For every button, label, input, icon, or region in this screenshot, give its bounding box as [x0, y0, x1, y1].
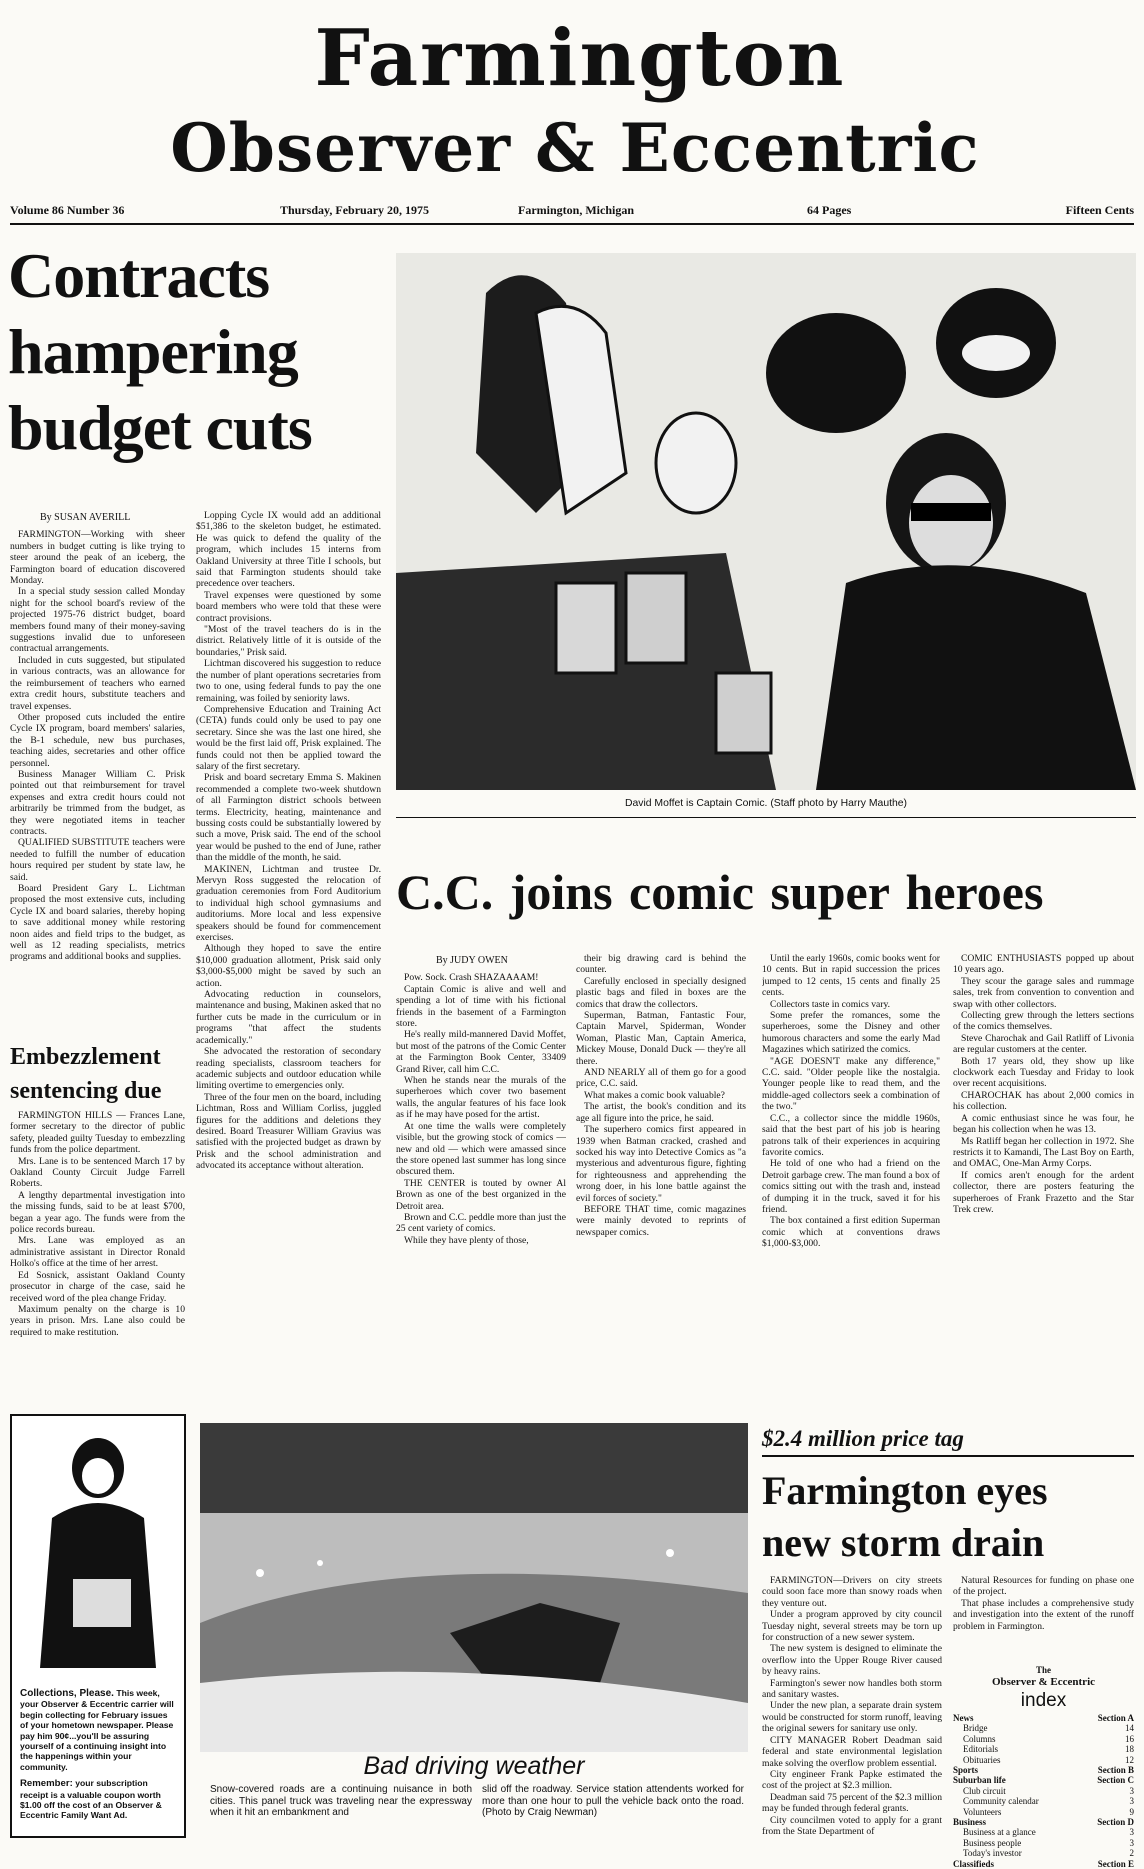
index-row — [953, 1744, 1134, 1754]
comic-paragraph: Brown and C.C. peddle more than just the 25 cent variety of comics. — [396, 1211, 566, 1235]
lead-paragraph: Prisk and board secretary Emma S. Makinen recommended a complete two-week shutdown of all Farmington district schools between terms. Electricity, heating, maintenance and bussing costs could be substantially lowered by such a move, Prisk said. The end of the school year would be pushed to the end of June, rather than the middle of the month, he said. — [196, 772, 381, 864]
weather-photo — [200, 1423, 748, 1760]
snow-spot — [317, 1560, 323, 1566]
index-row-label: News — [953, 1713, 974, 1723]
index-row — [953, 1817, 1134, 1827]
index-row-value: Section E — [1097, 1858, 1134, 1869]
comic-paragraph: The artist, the book's condition and its age all figure into the price, he said. — [576, 1101, 746, 1124]
lead-paragraph: QUALIFIED SUBSTITUTE teachers were needed to fulfill the number of education hours required per student by state law, he said. — [10, 837, 185, 883]
index-logo: Observer & Eccentric — [991, 1676, 1096, 1688]
lead-byline: By SUSAN AVERILL — [40, 512, 131, 523]
lead-story-column-2 — [196, 510, 381, 1450]
lead-paragraph: Three of the four men on the board, including Lichtman, Ross and William Corliss, juggled figures for the additions and deletions they desired. Board Treasurer William Gravius was satisfied with the projected budget as drawn by Prisk and the school administration and advocated its acceptance without alteration. — [196, 1091, 381, 1172]
masthead-info-bar — [10, 200, 1134, 222]
index-row-label: Community calendar — [963, 1796, 1039, 1807]
storm-paragraph: The new system is designed to eliminate the overflow into the Upper Rouge River caused by heavy rains. — [762, 1643, 942, 1678]
comic-paragraph: While they have plenty of those, — [404, 1234, 529, 1246]
newspaper-bag — [72, 1578, 132, 1628]
index-row — [953, 1734, 1134, 1744]
index-row-label: Volunteers — [963, 1806, 1002, 1817]
index-row-label: Club circuit — [963, 1785, 1006, 1796]
cover-price: Fifteen Cents — [1065, 203, 1134, 217]
index-row-label: Obituaries — [963, 1754, 1001, 1765]
lead-paragraph: FARMINGTON—Working with sheer numbers in budget cutting is like trying to steer around the peak of an iceberg, the Farmington board of education discovered Monday. — [10, 529, 185, 587]
index-row — [953, 1838, 1134, 1848]
comic-paragraph: They scour the garage sales and rummage sales, trek from convention to convention and swap with other collectors. — [953, 975, 1134, 1010]
volume-number: Volume 86 Number 36 — [10, 203, 125, 217]
embezzle-paragraph: Mrs. Lane is to be sentenced March 17 by Oakland County Circuit Judge Farrell Roberts. — [10, 1155, 185, 1190]
comic-photo — [396, 253, 1136, 790]
comic-paragraph: Steve Charochak and Gail Ratliff of Livonia are regular customers at the center. — [953, 1032, 1134, 1056]
embezzle-paragraph: FARMINGTON HILLS — Frances Lane, former secretary to the director of public safety, pleaded guilty Tuesday to embezzling funds from the police department. — [10, 1110, 185, 1156]
lead-headline-line: hampering — [8, 316, 298, 387]
comic-story-column-1 — [396, 953, 566, 1423]
comic-paragraph: When he stands near the murals of the superheroes which cover two basement walls, the angular features of his face look as if he may have posed for the artist. — [396, 1075, 566, 1121]
comic-paragraph: C.C., a collector since the middle 1960s, said that the best part of his job is hearing patrons talk of their experiences in acquiring favorite comics. — [762, 1112, 940, 1158]
index-row-label: Business at a glance — [963, 1827, 1036, 1838]
storm-paragraph: Under a program approved by city council Tuesday night, several streets may be torn up for construction of a new sewer system. — [762, 1609, 942, 1644]
index-row-value: Section B — [1097, 1765, 1134, 1776]
comic-paragraph: The box contained a first edition Superman comic which at conventions draws $1,000-$3,000. — [762, 1215, 940, 1250]
index-list — [953, 1713, 1134, 1869]
lead-paragraph: Included in cuts suggested, but stipulated in various contracts, was an allowance for the reimbursement of teachers who earned extra credit hours, substitute teachers and travel expenses. — [10, 654, 185, 712]
index-row — [953, 1775, 1134, 1785]
index-row-value: 3 — [1129, 1796, 1134, 1807]
lead-paragraph: Although they hoped to save the entire $10,000 graduation allotment, Prisk said only $3,000-$5,000 might be saved by such an action. — [196, 943, 381, 989]
moffet-face — [909, 475, 993, 571]
index-row-label: Business people — [963, 1837, 1022, 1848]
issue-date: Thursday, February 20, 1975 — [280, 203, 430, 217]
index-row — [953, 1786, 1134, 1796]
embezzle-headline-line: Embezzlement — [10, 1044, 161, 1070]
comic-paragraph: THE CENTER is touted by owner Al Brown as one of the best organized in the Detroit area. — [396, 1177, 566, 1212]
lead-paragraph: Business Manager William C. Prisk pointed out that reimbursement for travel expenses and extra credit hours could not arbitrarily be trimmed from the budget, as they were negotiated items in teacher contracts. — [10, 768, 185, 837]
comic-book-cover — [556, 583, 616, 673]
storm-paragraph: FARMINGTON—Drivers on city streets could soon face more than snowy roads when they venture out. — [762, 1575, 942, 1609]
comic-paragraph: At one time the walls were completely visible, but the growing stock of comics — new and old — which were amassed since the store opened last summer has long since obscured them. — [396, 1120, 566, 1178]
index-row — [953, 1796, 1134, 1806]
masthead-title-line1: Farmington — [314, 13, 846, 104]
weather-title: Bad driving weather — [200, 1752, 748, 1781]
comic-paragraph: "AGE DOESN'T make any difference," C.C. said. "Older people like the nostalgia. Younger people like to read them, and the middle-aged collectors seek a combination of the two." — [762, 1055, 940, 1113]
comic-paragraph: their big drawing card is behind the counter. — [576, 953, 746, 976]
index-row-value: 3 — [1129, 1827, 1134, 1838]
comic-paragraph: Both 17 years old, they show up like clockwork each Tuesday and Friday to look over recent acquisitions. — [953, 1055, 1134, 1090]
lead-paragraph: Advocating reduction in counselors, maintenance and busing, Makinen asked that no further cuts be made in the curriculum or in programs "that affect the students academically." — [196, 989, 381, 1046]
comic-paragraph: COMIC ENTHUSIASTS popped up about 10 years ago. — [953, 953, 1134, 976]
index-row-value: 3 — [1129, 1837, 1134, 1848]
snow-spot — [256, 1569, 264, 1577]
index-row-label: Classifieds — [953, 1858, 995, 1869]
carrier-face — [82, 1458, 114, 1494]
comic-paragraph: Collectors taste in comics vary. — [770, 998, 891, 1010]
index-row — [953, 1755, 1134, 1765]
weather-caption-right: slid off the roadway. Service station attendents worked for more than one hour to pull the vehicle back onto the road. (Photo by Craig Newman) — [482, 1784, 744, 1819]
comic-book-cover — [626, 573, 686, 663]
comic-paragraph: If comics aren't enough for the ardent collector, there are posters featuring the superheroes of Frank Frazetto and the Star Trek crew. — [953, 1169, 1134, 1215]
index-row — [953, 1723, 1134, 1733]
embezzle-paragraph: Mrs. Lane was employed as an administrative assistant in Director Ronald Holko's office at the time of her arrest. — [10, 1235, 185, 1270]
index-row — [953, 1807, 1134, 1817]
comic-paragraph: Pow. Sock. Crash SHAZAAAAM! — [404, 972, 539, 984]
comic-paragraph: Collecting grew through the letters sections of the comics themselves. — [953, 1010, 1134, 1033]
lead-story-column-1 — [10, 510, 185, 1000]
lead-headline — [8, 238, 393, 466]
storm-paragraph: Farmington's sewer now handles both storm and sanitary wastes. — [762, 1677, 942, 1701]
index-row — [953, 1848, 1134, 1858]
index-row-value: Section D — [1097, 1817, 1134, 1828]
snowy-road-illustration — [200, 1423, 748, 1760]
masthead-title-line2: Observer & Eccentric — [170, 109, 980, 187]
comic-paragraph: A comic enthusiast since he was four, he began his collection when he was 13. — [953, 1112, 1134, 1136]
embezzle-headline-line: sentencing due — [10, 1078, 162, 1104]
comic-story-column-3 — [762, 953, 940, 1423]
storm-paragraph: That phase includes a comprehensive study and investigation into the extent of the runoff problem in Farmington. — [953, 1597, 1134, 1632]
masthead-rule — [10, 223, 1134, 225]
lead-paragraph: MAKINEN, Lichtman and trustee Dr. Mervyn Ross suggested the relocation of graduation ceremonies from Ford Auditorium to individual high school gymnasiums and auditoriums. More local and less expensive speakers should be found for commencement exercises. — [196, 863, 381, 944]
moffet-sunglasses — [911, 503, 991, 521]
lead-headline-line: Contracts — [8, 240, 270, 311]
index-row-value: 14 — [1125, 1723, 1134, 1734]
storm-paragraph: City councilmen voted to apply for a grant from the State Department of — [762, 1814, 942, 1837]
promo-remember: your subscription receipt is a valuable coupon worth $1.00 off the cost of an Observer & Eccentric Family Want Ad. — [20, 1778, 162, 1821]
dateline-place: Farmington, Michigan — [518, 203, 634, 217]
index-row — [953, 1859, 1134, 1869]
collections-promo-box — [10, 1414, 186, 1838]
embezzle-story — [10, 1110, 185, 1410]
storm-paragraph: Deadman said 75 percent of the $2.3 million may be funded through federal grants. — [762, 1791, 942, 1815]
index-row-value: 16 — [1125, 1733, 1134, 1744]
lead-paragraph: She advocated the restoration of secondary reading specialists, classroom teachers for academic subjects and outdoor education while limiting overtime to emergencies only. — [196, 1046, 381, 1092]
index-title: index — [1020, 1690, 1067, 1711]
index-row-label: Suburban life — [953, 1775, 1006, 1786]
storm-kicker: $2.4 million price tag — [762, 1423, 1134, 1457]
comic-headline: C.C. joins comic super heroes — [396, 864, 1044, 920]
comic-paragraph: What makes a comic book valuable? — [584, 1089, 725, 1101]
index-row-value: 12 — [1125, 1754, 1134, 1765]
mural-masked-face — [766, 313, 906, 433]
comic-book-cover — [716, 673, 771, 753]
index-row-label: Business — [953, 1817, 987, 1828]
comic-paragraph: He told of one who had a friend on the Detroit garbage crew. The man found a box of comics sitting out with the trash and, instead of dumping it in the truck, saved it for his friend. — [762, 1158, 940, 1215]
storm-story-column-2 — [953, 1575, 1134, 1655]
index-row-label: Today's investor — [963, 1848, 1022, 1859]
comic-story-column-2 — [576, 953, 746, 1423]
lead-paragraph: In a special study session called Monday night for the school board's review of the projected 1975-76 district budget, board members found many of their money-saving suggestions invalid due to unforeseen contractual arrangements. — [10, 586, 185, 655]
promo-title: Collections, Please. — [20, 1688, 114, 1699]
storm-story-column-1 — [762, 1575, 942, 1843]
mural-face — [962, 335, 1030, 371]
comic-paragraph: BEFORE THAT time, comic magazines were mainly devoted to reprints of newspaper comics. — [576, 1203, 746, 1238]
lead-paragraph: Travel expenses were questioned by some board members who were told that these were contract provisions. — [196, 589, 381, 624]
index-row-value: 9 — [1129, 1806, 1134, 1817]
lead-headline-line: budget cuts — [8, 392, 312, 463]
storm-paragraph: Natural Resources for funding on phase one of the project. — [953, 1575, 1134, 1598]
lead-paragraph: Other proposed cuts included the entire Cycle IX program, board members' salaries, the B-1 schedule, new bus purchases, teaching aides, secretaries and other office personnel. — [10, 711, 185, 769]
comic-paragraph: He's really mild-mannered David Moffet, but most of the patrons of the Comic Center at the Farmington Book Center, 33409 Grand River, call him C.C. — [396, 1029, 566, 1075]
storm-headline-line: new storm drain — [762, 1520, 1045, 1565]
embezzle-headline — [10, 1040, 190, 1108]
index-row-value: 18 — [1125, 1744, 1134, 1755]
index-row — [953, 1827, 1134, 1837]
index-row — [953, 1713, 1134, 1723]
index-box — [953, 1665, 1134, 1869]
comic-paragraph: CHAROCHAK has about 2,000 comics in his collection. — [953, 1089, 1134, 1113]
index-row-value: 3 — [1129, 1785, 1134, 1796]
mural-face — [656, 413, 736, 513]
page-count: 64 Pages — [807, 203, 852, 217]
index-logo-top: The — [1035, 1665, 1051, 1675]
index-row-value: Section C — [1097, 1775, 1134, 1786]
index-row — [953, 1765, 1134, 1775]
index-row-label: Editorials — [963, 1744, 998, 1755]
comic-paragraph: AND NEARLY all of them go for a good price, C.C. said. — [576, 1067, 746, 1090]
index-row-label: Sports — [953, 1765, 979, 1776]
storm-headline — [762, 1465, 1134, 1569]
comic-byline: By JUDY OWEN — [436, 955, 508, 966]
promo-text — [20, 1688, 178, 1821]
promo-remember-label: Remember: — [20, 1778, 73, 1790]
comic-paragraph: Until the early 1960s, comic books went for 10 cents. But in rapid succession the prices jumped to 12 cents, 15 cents and finally 25 cents. — [762, 953, 940, 999]
comic-paragraph: Ms Ratliff began her collection in 1972. She restricts it to Kamandi, The Last Boy on Earth, and OMAC, One-Man Army Corps. — [953, 1135, 1134, 1170]
embezzle-paragraph: A lengthy departmental investigation into the missing funds, said to be at least $700, began a year ago. The funds were from the police records bureau. — [10, 1189, 185, 1236]
lead-paragraph: Lichtman discovered his suggestion to reduce the number of plant operations secretaries from two to one, using federal funds to pay the one remaining, was foiled by seniority laws. — [196, 658, 381, 704]
lead-paragraph: Board President Gary L. Lichtman proposed the most extensive cuts, including Cycle IX and board salaries, thereby hoping to save additional money while restoring noon aides and field trips to the budget, as well as 12 reading specialists, metrics programs and additional books and supplies. — [10, 883, 185, 963]
comic-story-column-4 — [953, 953, 1134, 1423]
weather-caption-left: Snow-covered roads are a continuing nuisance in both cities. This panel truck was traveling near the expressway when it hit an embankment and — [210, 1784, 472, 1819]
index-row-label: Bridge — [963, 1723, 988, 1734]
promo-body: This week, your Observer & Eccentric carrier will begin collecting for February issues of your hometown newspaper. Please pay him 90¢...you'll be assuring yourself of a continuing insight into the happenings within your community. — [20, 1688, 174, 1772]
storm-paragraph: CITY MANAGER Robert Deadman said federal and state environmental legislation make solving the overflow problem essential. — [762, 1734, 942, 1769]
comic-paragraph: Superman, Batman, Fantastic Four, Captain Marvel, Spiderman, Wonder Woman, Plastic Man, Captain America, Mickey Mouse, Donald Duck — they're all there. — [576, 1010, 746, 1067]
index-row-value: 2 — [1129, 1848, 1134, 1859]
caption-rule — [396, 817, 1136, 818]
comic-paragraph: Captain Comic is alive and well and spending a lot of time with his fictional friends in the basement of a Farmington store. — [396, 983, 566, 1030]
lead-paragraph: "Most of the travel teachers do is in the district. Relatively little of it is outside of the boundaries," Prisk said. — [196, 624, 381, 658]
index-row-value: Section A — [1097, 1713, 1134, 1723]
comic-paragraph: The superhero comics first appeared in 1939 when Batman cracked, crashed and socked his way into Detective Comics as "a mysterious and adventurous figure, fighting for righteousness and apprehending the wrong doer, in his lone battle against the evil forces of society." — [576, 1124, 746, 1204]
carrier-boy-illustration — [32, 1428, 164, 1678]
comic-photo-caption: David Moffet is Captain Comic. (Staff photo by Harry Mauthe) — [624, 798, 907, 809]
comic-mural-illustration — [396, 253, 1136, 790]
lead-paragraph: Comprehensive Education and Training Act (CETA) funds could only be used to pay one secretary. Since she was the last one hired, she would be the first laid off, Prisk explained. The funds could not then be applied toward the salary of the first secretary. — [196, 703, 381, 772]
storm-headline-line: Farmington eyes — [762, 1468, 1048, 1513]
embezzle-paragraph: Ed Sosnick, assistant Oakland County prosecutor in charge of the case, said he received word of the plea change Friday. — [10, 1269, 185, 1304]
comic-paragraph: Carefully enclosed in specially designed plastic bags and filed in boxes are the comics that draw the collectors. — [576, 975, 746, 1010]
snow-spot — [666, 1549, 674, 1557]
storm-paragraph: Under the new plan, a separate drain system would be constructed for storm runoff, leaving the original sewers for sanitary use only. — [762, 1700, 942, 1735]
lead-paragraph: Lopping Cycle IX would add an additional $51,386 to the skeleton budget, he estimated. He was quick to defend the quality of the program, which includes 15 interns from Oakland University at three Title I schools, but said that Farmington students should take precedence over teachers. — [196, 510, 381, 590]
storm-paragraph: City engineer Frank Papke estimated the cost of the project at $2.3 million. — [762, 1768, 942, 1792]
index-row-label: Columns — [963, 1733, 996, 1744]
embezzle-paragraph: Maximum penalty on the charge is 10 years in prison. Mrs. Lane also could be required to make restitution. — [10, 1303, 185, 1338]
comic-paragraph: Some prefer the romances, some the superheroes, some the Disney and other humorous characters and some the early Mad Magazines which satirized the comics. — [762, 1010, 940, 1056]
